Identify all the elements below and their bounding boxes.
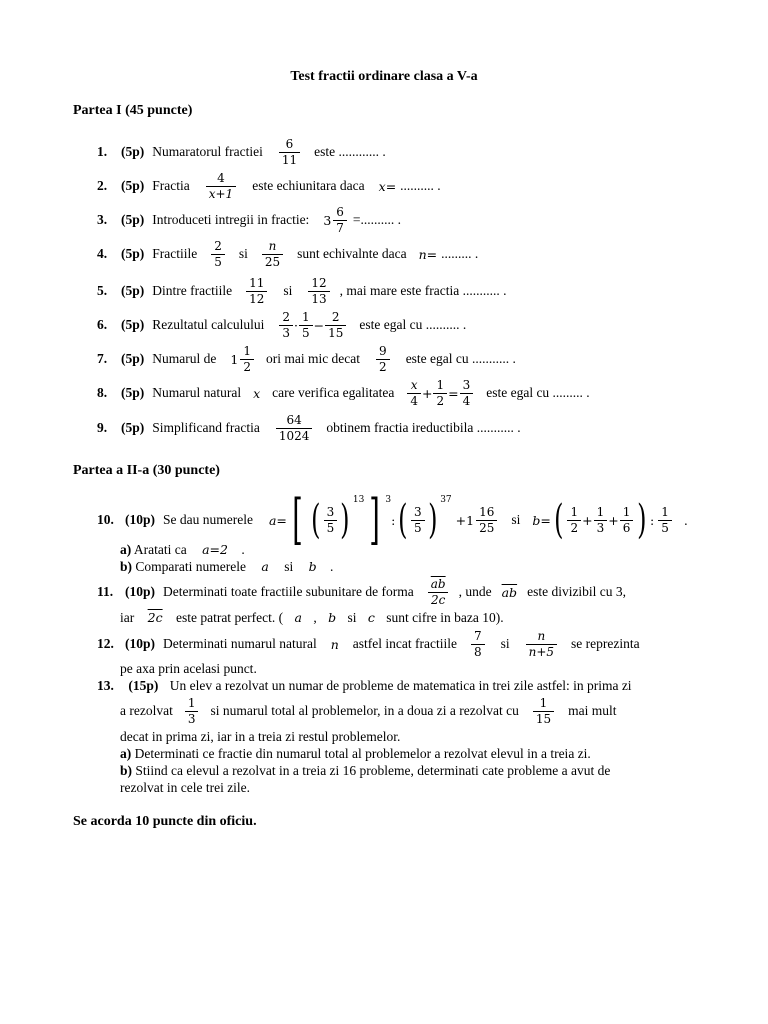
q9-text: Simplificand fractia <box>152 420 260 435</box>
q12-number: 12. <box>97 636 114 651</box>
q11-line-2: iar 2c este patrat perfect. ( a , b si c sunt cifre in baza 10). <box>120 610 504 625</box>
q2-mid: este echiunitara daca <box>252 178 365 193</box>
q4-points: (5p) <box>121 246 145 261</box>
q9-tail: obtinem fractia ireductibila ........... . <box>326 420 521 435</box>
q13-number: 13. <box>97 678 114 693</box>
question-9 <box>97 413 521 443</box>
q7-text: Numarul de <box>152 351 217 366</box>
q7-points: (5p) <box>121 351 145 366</box>
q9-fraction: $\frac{64}{1024}$ <box>276 414 313 442</box>
q6-tail: este egal cu .......... . <box>359 317 467 332</box>
q12-var: n <box>330 636 339 652</box>
q6-number: 6. <box>97 317 108 332</box>
q3-number: 3. <box>97 212 108 227</box>
q12-text: Determinati numarul natural <box>163 636 317 651</box>
q4-fraction-b: $\frac{n}{25}$ <box>262 240 283 268</box>
q12-si: si <box>500 636 510 651</box>
q11-points: (10p) <box>125 584 155 599</box>
q11-mid: , unde <box>458 584 492 599</box>
q7-fraction: $\frac{9}{2}$ <box>376 345 390 373</box>
q5-number: 5. <box>97 283 108 298</box>
q6-points: (5p) <box>121 317 145 332</box>
question-6 <box>97 310 466 340</box>
q1-fraction: $\frac{6}{11}$ <box>279 138 300 166</box>
q12-mid: astfel incat fractiile <box>352 636 457 651</box>
q12-tail: se reprezinta <box>571 636 640 651</box>
q8-number: 8. <box>97 385 108 400</box>
q10-number: 10. <box>97 512 114 527</box>
q7-number: 7. <box>97 351 108 366</box>
q13-text: Un elev a rezolvat un numar de probleme de matematica in trei zile astfel: in prima zi <box>169 678 632 693</box>
q4-fraction-a: $\frac{2}{5}$ <box>211 240 225 268</box>
q5-text: Dintre fractiile <box>152 283 233 298</box>
q11-ab: $\overline{ab}$ <box>501 584 518 600</box>
q12-fraction-b: $\frac{n}{n+5}$ <box>526 630 557 658</box>
q1-number: 1. <box>97 144 108 159</box>
q11-text: Determinati toate fractiile subunitare de forma <box>163 584 414 599</box>
q3-tail: =.......... . <box>352 212 402 227</box>
q8-var: x <box>253 385 261 401</box>
q11-fraction: $\frac{\overline{ab}}{2c}$ <box>428 578 449 606</box>
q5-fraction-a: $\frac{11}{12}$ <box>246 277 267 305</box>
q2-number: 2. <box>97 178 108 193</box>
q13-points: (15p) <box>128 678 159 693</box>
q3-text: Introduceti intregii in fractie: <box>152 212 310 227</box>
q10-si: si <box>511 512 521 527</box>
q8-tail: este egal cu ......... . <box>486 385 590 400</box>
question-8 <box>97 378 590 408</box>
question-13 <box>97 678 632 694</box>
q12-points: (10p) <box>125 636 155 651</box>
q13-line-2: a rezolvat $\frac{1}{3}$ si numarul total al problemelor, in a doua zi a rezolvat cu $\frac{1}{15}$ mai mult <box>120 695 617 726</box>
q11-number: 11. <box>97 584 114 599</box>
q4-tail: ......... . <box>441 246 479 261</box>
question-5 <box>97 276 506 306</box>
q4-text: Fractiile <box>152 246 198 261</box>
q5-tail: , mai mare este fractia ........... . <box>339 283 507 298</box>
q2-fraction: $\frac{4}{x+1}$ <box>206 172 236 200</box>
q2-text: Fractia <box>152 178 190 193</box>
q5-si: si <box>283 283 293 298</box>
q10-text: Se dau numerele <box>163 512 253 527</box>
q13-part-b-cont: rezolvat in cele trei zile. <box>120 780 251 795</box>
question-1 <box>97 137 386 167</box>
q10-part-a: a) Aratati ca a=2 . <box>120 542 245 557</box>
question-3 <box>97 205 401 235</box>
q4-number: 4. <box>97 246 108 261</box>
question-7 <box>97 344 516 374</box>
q8-mid: care verifica egalitatea <box>272 385 395 400</box>
q10-expression-a: a= [ ( $\frac{3}{5}$ ) 13 ] 3 : ( $\frac{3}{5}$ ) 37 +1 $\frac{16}{25}$ <box>269 493 499 547</box>
part1-heading: Partea I (45 puncte) <box>73 103 193 118</box>
q4-si: si <box>238 246 248 261</box>
footer-note: Se acorda 10 puncte din oficiu. <box>73 814 257 829</box>
q12-fraction-a: $\frac{7}{8}$ <box>471 630 485 658</box>
q13-line-3: decat in prima zi, iar in a treia zi restul problemelor. <box>120 729 401 744</box>
q6-text: Rezultatul calculului <box>152 317 265 332</box>
q8-text: Numarul natural <box>152 385 242 400</box>
q13-part-b: b) Stiind ca elevul a rezolvat in a treia zi 16 probleme, determinati cate probleme a avut de <box>120 763 611 778</box>
q9-number: 9. <box>97 420 108 435</box>
q7-mid: ori mai mic decat <box>265 351 361 366</box>
q3-mixed-number: 3 $\frac{6}{7}$ <box>323 206 349 234</box>
q10-points: (10p) <box>125 512 155 527</box>
part2-heading: Partea a II-a (30 puncte) <box>73 463 220 478</box>
question-2 <box>97 171 441 201</box>
q10-part-b: b) Comparati numerele a si b . <box>120 559 334 574</box>
q3-points: (5p) <box>121 212 145 227</box>
q7-mixed-number: 1 $\frac{1}{2}$ <box>230 345 256 373</box>
question-12 <box>97 627 640 661</box>
q4-mid: sunt echivalnte daca <box>297 246 407 261</box>
q2-var: x= <box>378 178 397 194</box>
q5-fraction-b: $\frac{12}{13}$ <box>308 277 329 305</box>
q7-tail: este egal cu ........... . <box>405 351 516 366</box>
test-title: Test fractii ordinare clasa a V-a <box>290 69 478 84</box>
question-4 <box>97 239 478 269</box>
q13-part-a: a) Determinati ce fractie din numarul total al problemelor a rezolvat elevul in a treia zi. <box>120 746 591 761</box>
q11-tail: este divizibil cu 3, <box>527 584 627 599</box>
q6-expression: $\frac{2}{3}$ · $\frac{1}{5}$ − $\frac{2}{15}$ <box>278 311 347 339</box>
q2-tail: .......... . <box>400 178 441 193</box>
question-11 <box>97 575 626 609</box>
q10-expression-b: b= ( $\frac{1}{2}$ + $\frac{1}{3}$ + $\frac{1}{6}$ ) : $\frac{1}{5}$ . <box>532 497 688 543</box>
q5-points: (5p) <box>121 283 145 298</box>
q1-tail: este ............ . <box>314 144 386 159</box>
q2-points: (5p) <box>121 178 145 193</box>
q1-text: Numaratorul fractiei <box>152 144 263 159</box>
q4-var: n= <box>418 246 438 262</box>
q12-line-2: pe axa prin acelasi punct. <box>120 661 257 676</box>
q8-points: (5p) <box>121 385 145 400</box>
q1-points: (5p) <box>121 144 145 159</box>
q9-points: (5p) <box>121 420 145 435</box>
q8-equation: $\frac{x}{4}$ + $\frac{1}{2}$ = $\frac{3}{4}$ <box>406 379 474 407</box>
